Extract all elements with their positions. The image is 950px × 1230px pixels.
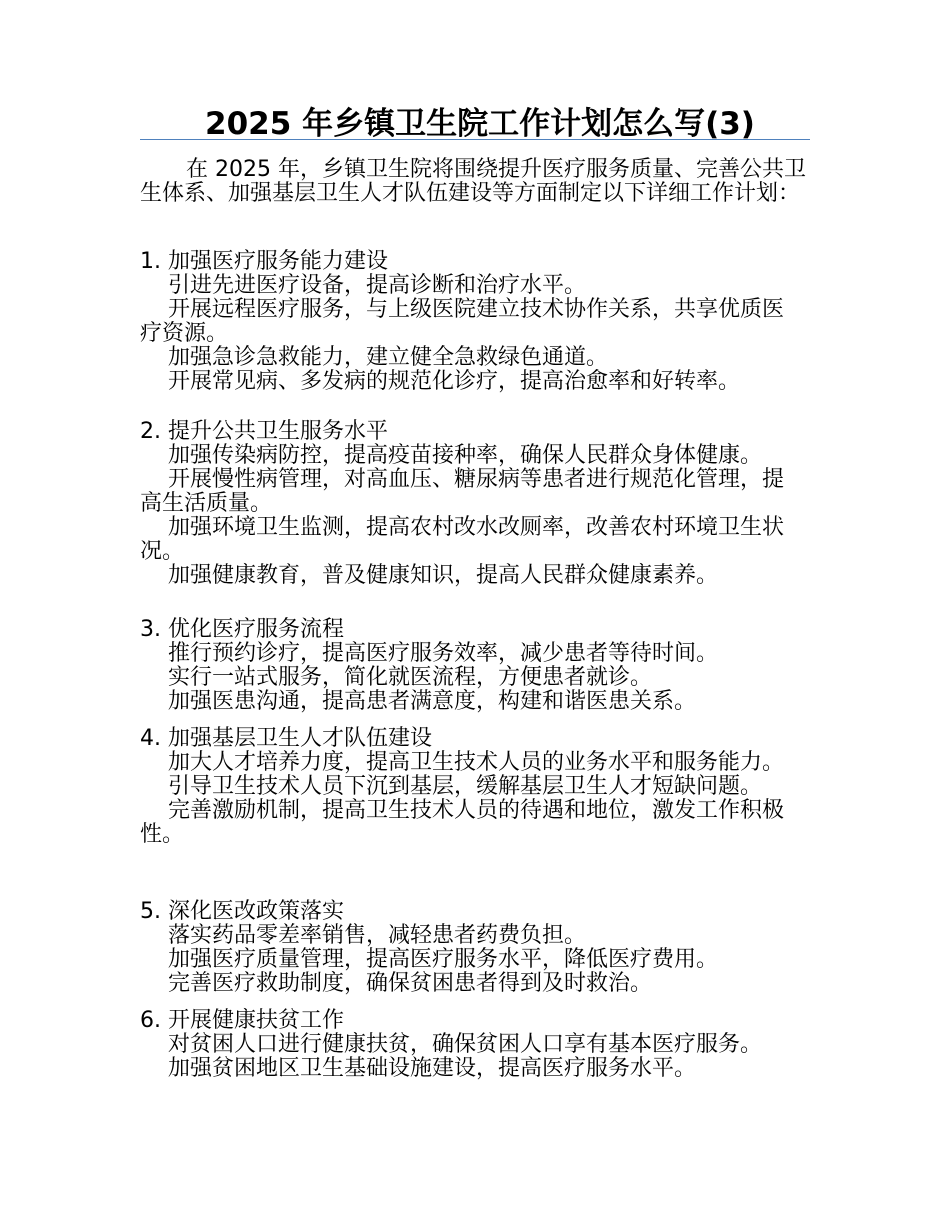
section-item: 加强传染病防控，提高疫苗接种率，确保人民群众身体健康。 — [168, 443, 763, 468]
section-item: 开展慢性病管理，对高血压、糖尿病等患者进行规范化管理，提高生活质量。 — [140, 467, 785, 516]
section-item: 加强医疗质量管理，提高医疗服务水平，降低医疗费用。 — [168, 947, 719, 972]
section-item: 加强医患沟通，提高患者满意度，构建和谐医患关系。 — [168, 689, 697, 714]
document-title: 2025 年乡镇卫生院工作计划怎么写(3) — [205, 106, 755, 142]
section-4 — [140, 727, 795, 847]
section-item: 推行预约诊疗，提高医疗服务效率，减少患者等待时间。 — [168, 641, 719, 666]
section-2 — [140, 420, 795, 588]
section-item: 引进先进医疗设备，提高诊断和治疗水平。 — [168, 273, 587, 298]
section-6 — [140, 1009, 795, 1081]
section-item: 加强环境卫生监测，提高农村改水改厕率，改善农村环境卫生状况。 — [140, 515, 785, 564]
section-heading: 2. 提升公共卫生服务水平 — [140, 419, 388, 444]
section-heading: 6. 开展健康扶贫工作 — [140, 1008, 344, 1033]
section-item: 开展常见病、多发病的规范化诊疗，提高治愈率和好转率。 — [168, 369, 741, 394]
section-heading: 3. 优化医疗服务流程 — [140, 617, 344, 642]
section-3 — [140, 618, 795, 714]
section-heading: 1. 加强医疗服务能力建设 — [140, 249, 388, 274]
section-item: 加强健康教育，普及健康知识，提高人民群众健康素养。 — [168, 563, 719, 588]
intro-paragraph: 在 2025 年，乡镇卫生院将围绕提升医疗服务质量、完善公共卫生体系、加强基层卫生人才队伍建设等方面制定以下详细工作计划： — [140, 157, 806, 206]
section-item: 加大人才培养力度，提高卫生技术人员的业务水平和服务能力。 — [168, 750, 785, 775]
section-heading: 4. 加强基层卫生人才队伍建设 — [140, 726, 432, 751]
section-item: 加强急诊急救能力，建立健全急救绿色通道。 — [168, 345, 609, 370]
section-item: 对贫困人口进行健康扶贫，确保贫困人口享有基本医疗服务。 — [168, 1032, 763, 1057]
section-item: 完善医疗救助制度，确保贫困患者得到及时救治。 — [168, 971, 653, 996]
section-item: 落实药品零差率销售，减轻患者药费负担。 — [168, 923, 587, 948]
section-1 — [140, 250, 795, 394]
title-underline — [140, 139, 810, 140]
section-item: 完善激励机制，提高卫生技术人员的待遇和地位，激发工作积极性。 — [140, 798, 785, 847]
section-heading: 5. 深化医改政策落实 — [140, 899, 344, 924]
section-item: 开展远程医疗服务，与上级医院建立技术协作关系，共享优质医疗资源。 — [140, 297, 785, 346]
section-item: 实行一站式服务，简化就医流程，方便患者就诊。 — [168, 665, 653, 690]
section-item: 加强贫困地区卫生基础设施建设，提高医疗服务水平。 — [168, 1056, 697, 1081]
section-5 — [140, 900, 795, 996]
section-item: 引导卫生技术人员下沉到基层，缓解基层卫生人才短缺问题。 — [168, 774, 763, 799]
